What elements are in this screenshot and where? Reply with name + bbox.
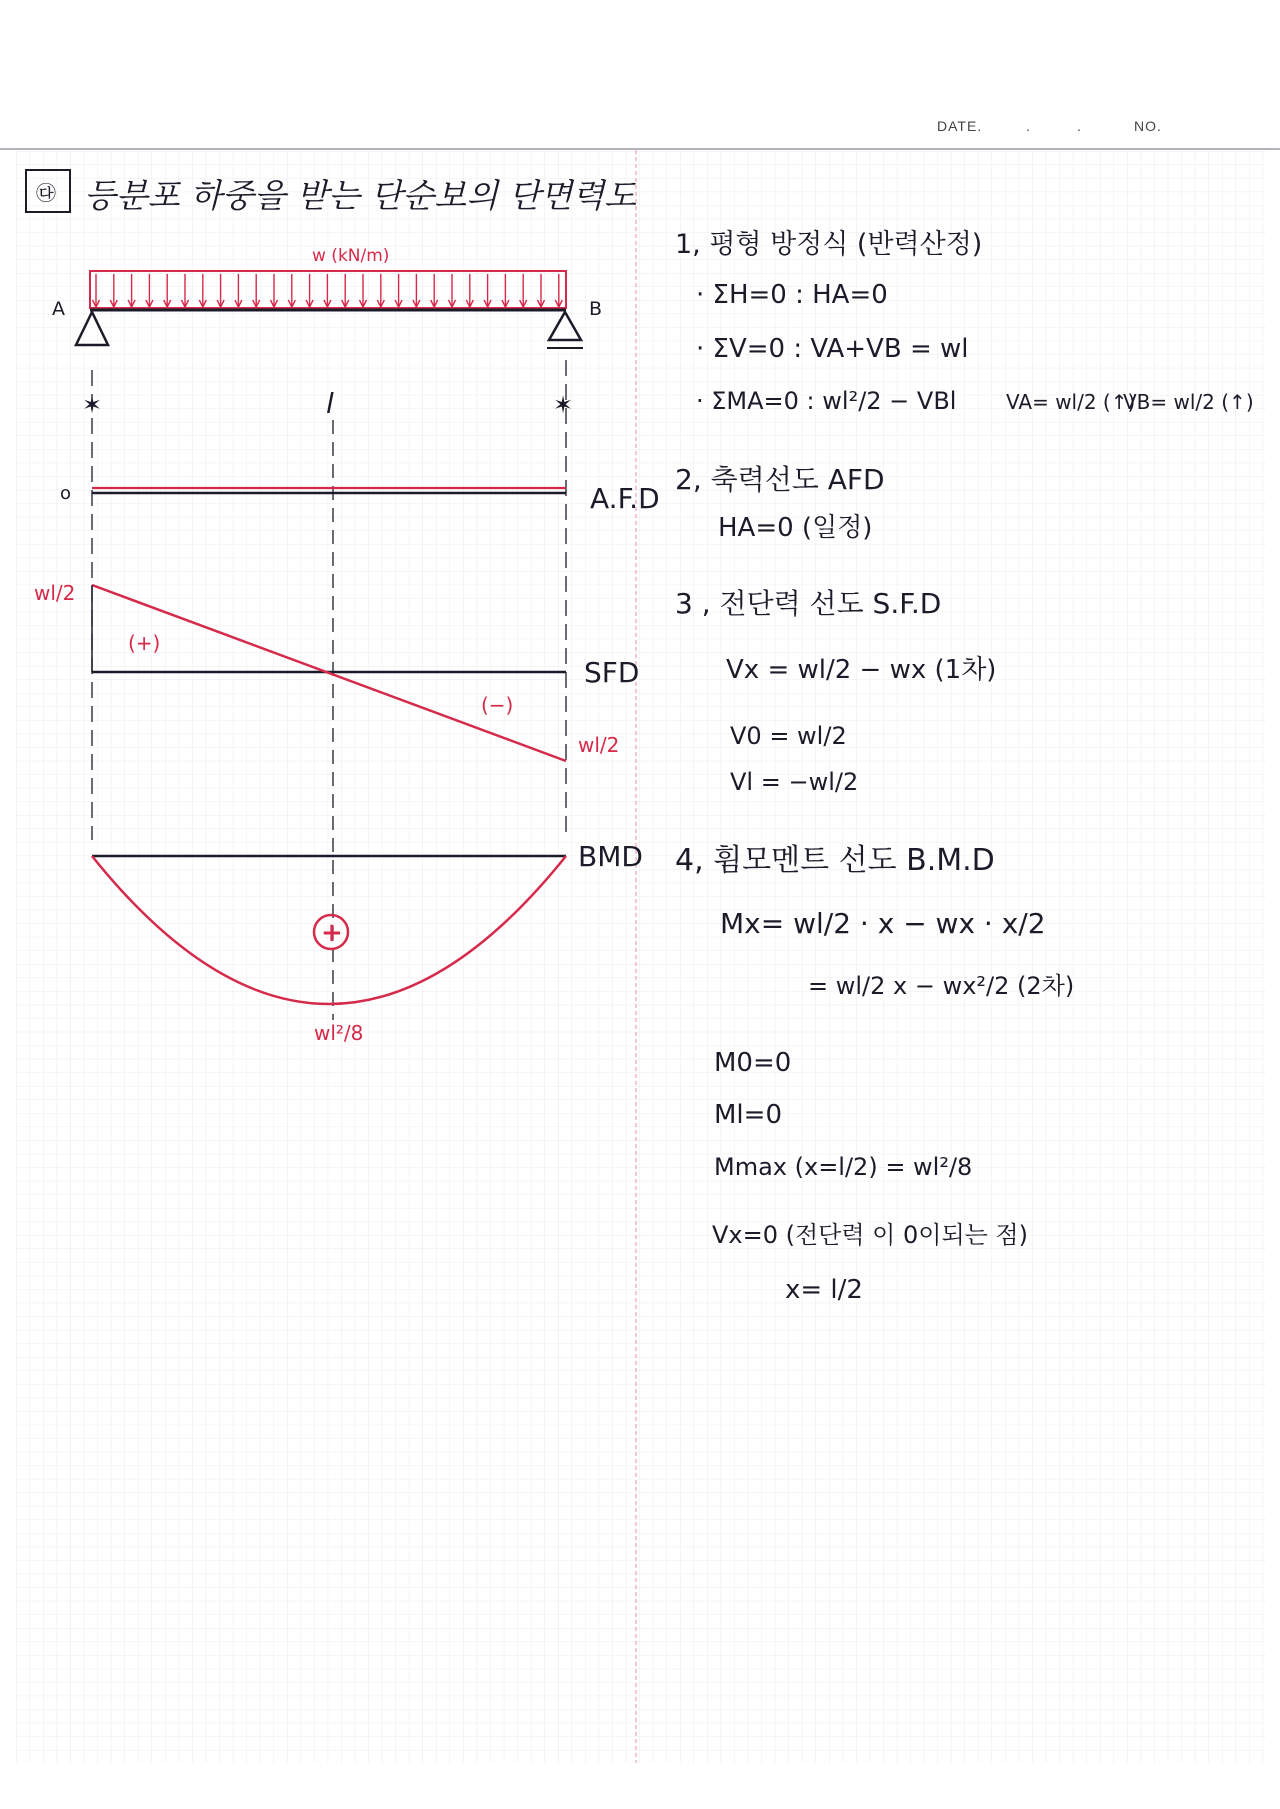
support-a-label: A — [52, 298, 65, 320]
reaction-a: VA= wl/2 (↑) — [1006, 390, 1136, 414]
section-2-heading: 2, 축력선도 AFD — [675, 463, 885, 496]
sfd-label: SFD — [584, 656, 640, 689]
date-dot-1: . — [1026, 118, 1031, 134]
problem-number: ㉰ — [36, 181, 56, 205]
moment-equation: Mx= wl/2 · x − wx · x/2 — [720, 907, 1046, 940]
problem-title: 등분포 하중을 받는 단순보의 단면력도 — [84, 176, 637, 215]
eq-sum-m: · ΣMA=0 : wl²/2 − VBl — [696, 387, 957, 415]
no-label: NO. — [1134, 118, 1162, 134]
sfd-right-value: wl/2 — [578, 733, 620, 757]
afd-label: A.F.D — [590, 482, 660, 515]
mark-left: ✶ — [82, 391, 103, 419]
zero-shear-location: x= l/2 — [785, 1275, 863, 1305]
moment-at-l: Ml=0 — [714, 1100, 782, 1130]
shear-equation: Vx = wl/2 − wx (1차) — [726, 655, 997, 685]
afd-equation: HA=0 (일정) — [718, 513, 873, 543]
eq-sum-v: · ΣV=0 : VA+VB = wl — [696, 334, 969, 364]
sfd-plus-sign: (+) — [128, 631, 161, 655]
bmd-label: BMD — [578, 840, 643, 873]
shear-at-l: Vl = −wl/2 — [730, 768, 859, 796]
section-4-heading: 4, 휨모멘트 선도 B.M.D — [675, 843, 995, 878]
moment-equation-expanded: = wl/2 x − wx²/2 (2차) — [808, 972, 1075, 1000]
bmd-sign: + — [321, 918, 343, 948]
mark-right: ✶ — [553, 391, 574, 419]
load-label: w (kN/m) — [312, 246, 390, 266]
zero-shear-condition: Vx=0 (전단력 이 0이되는 점) — [712, 1221, 1028, 1249]
moment-at-zero: M0=0 — [714, 1048, 792, 1078]
support-b-label: B — [589, 298, 603, 320]
sfd-minus-sign: (−) — [481, 693, 514, 717]
section-1-heading: 1, 평형 방정식 (반력산정) — [675, 229, 983, 260]
date-label: DATE. — [937, 118, 983, 134]
date-dot-2: . — [1077, 118, 1082, 134]
eq-sum-h: · ΣH=0 : HA=0 — [696, 280, 888, 310]
reaction-b: VB= wl/2 (↑) — [1123, 390, 1254, 414]
afd-zero: o — [60, 483, 72, 504]
shear-at-zero: V0 = wl/2 — [730, 722, 847, 750]
bmd-max-value: wl²/8 — [314, 1021, 364, 1045]
sfd-left-value: wl/2 — [34, 581, 76, 605]
span-label: l — [326, 387, 334, 420]
section-3-heading: 3 , 전단력 선도 S.F.D — [675, 587, 942, 620]
moment-max: Mmax (x=l/2) = wl²/8 — [714, 1153, 973, 1181]
